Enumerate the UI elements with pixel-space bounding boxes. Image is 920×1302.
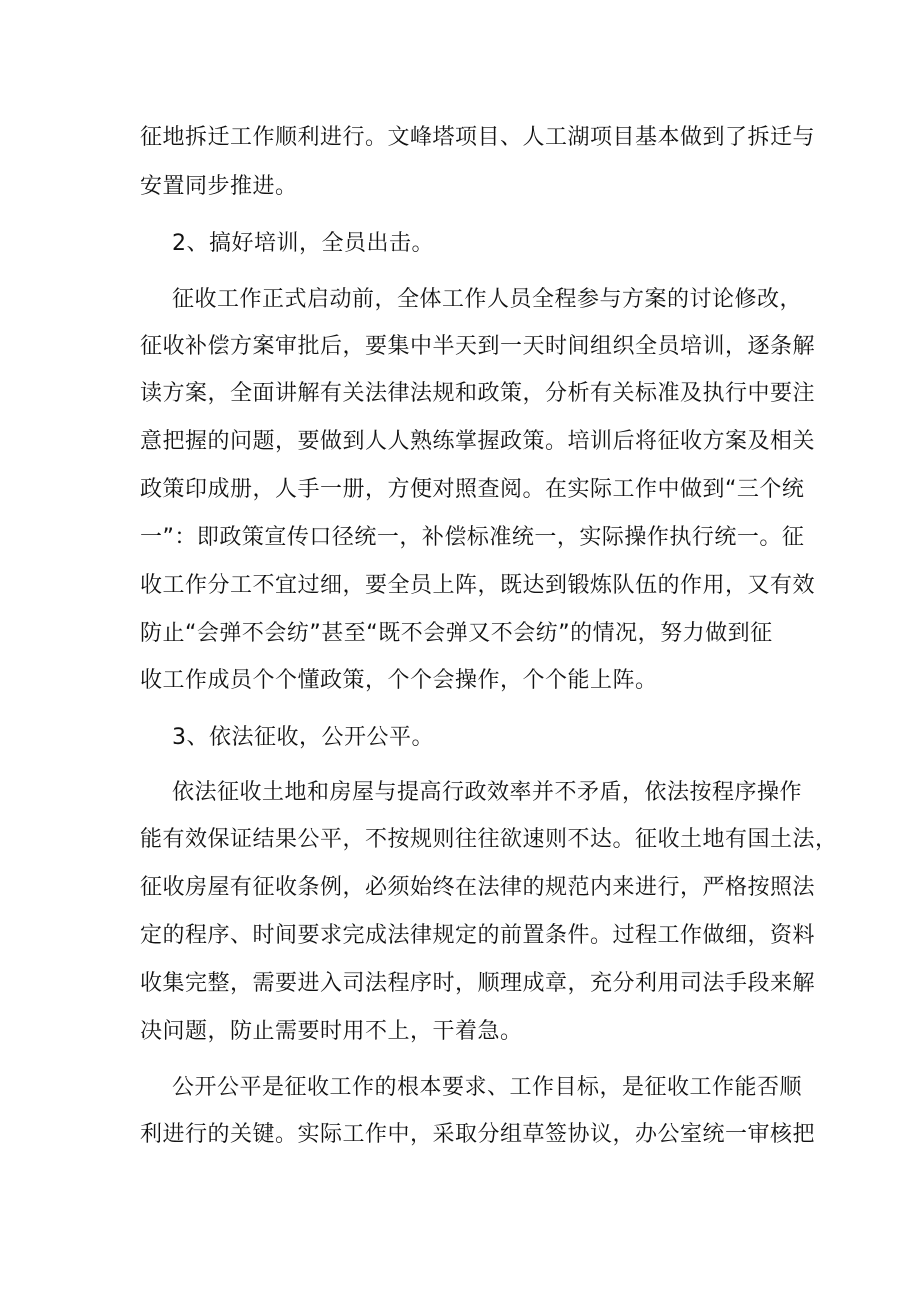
text-line: 征收补偿方案审批后，要集中半天到一天时间组织全员培训，逐条解 [140,334,816,359]
text-line: 定的程序、时间要求完成法律规定的前置条件。过程工作做细，资料 [140,923,816,948]
section-heading: 2、搞好培训，全员出击。 [172,231,434,256]
text-line: 收集完整，需要进入司法程序时，顺理成章，充分利用司法手段来解 [140,971,816,996]
text-line: 能有效保证结果公平，不按规则往往欲速则不达。征收土地有国土法， [140,827,838,852]
text-line: 收工作成员个个懂政策，个个会操作，个个能上阵。 [140,668,658,693]
text-line: 征地拆迁工作顺利进行。文峰塔项目、人工湖项目基本做到了拆迁与 [140,125,816,150]
text-line: 政策印成册，人手一册，方便对照查阅。在实际工作中做到“三个统 [140,477,805,502]
text-line: 征收工作正式启动前，全体工作人员全程参与方案的讨论修改， [172,287,803,312]
text-line: 安置同步推进。 [140,174,298,199]
text-line: 意把握的问题，要做到人人熟练掌握政策。培训后将征收方案及相关 [140,429,816,454]
text-line: 依法征收土地和房屋与提高行政效率并不矛盾，依法按程序操作 [172,780,803,805]
text-line: 一”：即政策宣传口径统一，补偿标准统一，实际操作执行统一。征 [140,525,805,550]
section-heading: 3、依法征收，公开公平。 [172,725,434,750]
text-line: 征收房屋有征收条例，必须始终在法律的规范内来进行，严格按照法 [140,875,816,900]
text-line: 读方案，全面讲解有关法律法规和政策，分析有关标准及执行中要注 [140,381,816,406]
text-line: 决问题，防止需要时用不上，干着急。 [140,1019,523,1044]
text-line: 利进行的关键。实际工作中，采取分组草签协议，办公室统一审核把 [140,1122,816,1147]
text-line: 公开公平是征收工作的根本要求、工作目标，是征收工作能否顺 [172,1075,803,1100]
text-line: 收工作分工不宜过细，要全员上阵，既达到锻炼队伍的作用，又有效 [140,573,816,598]
text-line: 防止“会弹不会纺”甚至“既不会弹又不会纺”的情况，努力做到征 [140,621,773,646]
